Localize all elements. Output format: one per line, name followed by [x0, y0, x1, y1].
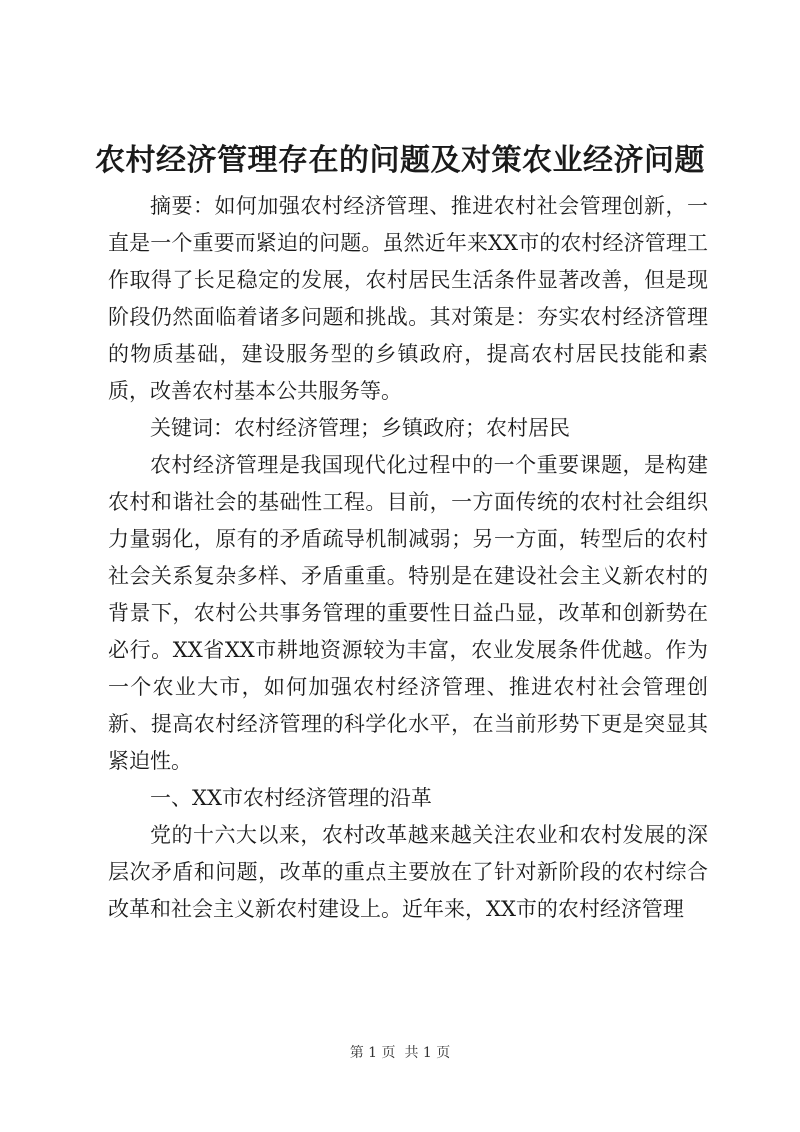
section-paragraph: 党的十六大以来，农村改革越来越关注农业和农村发展的深层次矛盾和问题，改革的重点主要放在了针对新阶段的农村综合改革和社会主义新农村建设上。近年来，XX市的农村经济管理: [108, 823, 708, 921]
section-heading: 一、XX市农村经济管理的沿革: [150, 786, 432, 810]
keywords-paragraph: 关键词：农村经济管理；乡镇政府；农村居民: [150, 416, 570, 440]
abstract-paragraph: 摘要：如何加强农村经济管理、推进农村社会管理创新，一直是一个重要而紧迫的问题。虽然近年来XX市的农村经济管理工作取得了长足稳定的发展，农村居民生活条件显著改善，但是现阶段仍然面临着诸多问题和挑战。其对策是：夯实农村经济管理的物质基础，建设服务型的乡镇政府，提高农村居民技能和素质，改善农村基本公共服务等。: [108, 194, 708, 403]
intro-paragraph: 农村经济管理是我国现代化过程中的一个重要课题，是构建农村和谐社会的基础性工程。目前，一方面传统的农村社会组织力量弱化，原有的矛盾疏导机制减弱；另一方面，转型后的农村社会关系复杂多样、矛盾重重。特别是在建设社会主义新农村的背景下，农村公共事务管理的重要性日益凸显，改革和创新势在必行。XX省XX市耕地资源较为丰富，农业发展条件优越。作为一个农业大市，如何加强农村经济管理、推进农村社会管理创新、提高农村经济管理的科学化水平，在当前形势下更是突显其紧迫性。: [108, 453, 708, 773]
document-body: [108, 188, 708, 928]
document-title: 农村经济管理存在的问题及对策农业经济问题: [95, 143, 705, 178]
page-footer: 第 1 页 共 1 页: [349, 1045, 451, 1061]
